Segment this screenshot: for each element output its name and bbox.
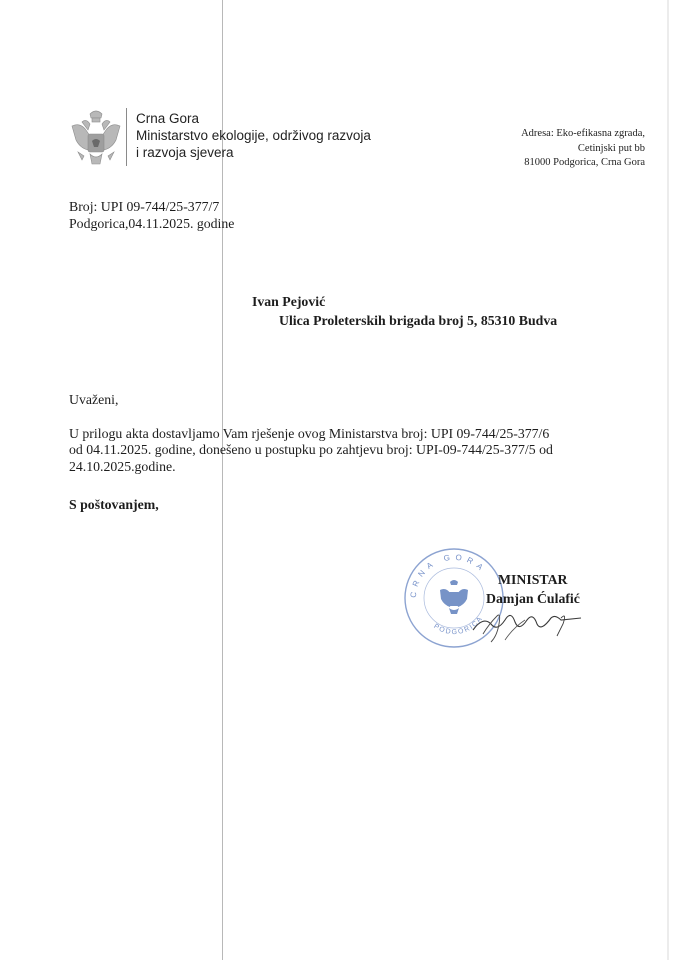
ministry-name-line2: i razvoja sjevera: [136, 145, 234, 160]
reference-number: Broj: UPI 09-744/25-377/7: [69, 199, 220, 214]
body-line-3: 24.10.2025.godine.: [69, 458, 176, 474]
letterhead-divider: [126, 108, 127, 166]
body-line-1: U prilogu akta dostavljamo Vam rješenje ovog Ministarstva broj: UPI 09-744/25-377/6: [69, 426, 550, 441]
signatory-name: Damjan Ćulafić: [486, 591, 580, 606]
place-and-date: Podgorica,04.11.2025. godine: [69, 215, 235, 231]
signatory-title: MINISTAR: [498, 572, 568, 587]
ministry-name-line1: Ministarstvo ekologije, održivog razvoja: [136, 128, 371, 143]
address-line-2: Cetinjski put bb: [577, 142, 645, 154]
recipient-block: [252, 292, 557, 330]
address-line-3: 81000 Podgorica, Crna Gora: [524, 157, 645, 168]
country-name: Crna Gora: [136, 111, 200, 126]
svg-text:CRNA GORA: CRNA GORA: [408, 552, 489, 599]
letter-body: [69, 426, 589, 475]
svg-text:PODGORICA: PODGORICA: [432, 615, 485, 637]
address-line-1: Adresa: Eko-efikasna zgrada,: [521, 128, 645, 139]
closing-phrase: S poštovanjem,: [69, 497, 159, 512]
recipient-name: Ivan Pejović: [252, 294, 326, 309]
handwritten-signature-icon: [465, 600, 585, 645]
page-edge-shadow: [667, 0, 669, 960]
letterhead-ministry: [136, 110, 371, 161]
coat-of-arms-icon: [68, 108, 124, 170]
body-line-2: od 04.11.2025. godine, donešeno u postupku po zahtjevu broj: UPI-09-744/25-377/5 od: [69, 442, 553, 458]
salutation: Uvaženi,: [69, 392, 119, 407]
document-reference: [69, 199, 234, 232]
recipient-address: Ulica Proleterskih brigada broj 5, 85310 Budva: [279, 313, 558, 328]
sender-address: [521, 127, 645, 171]
